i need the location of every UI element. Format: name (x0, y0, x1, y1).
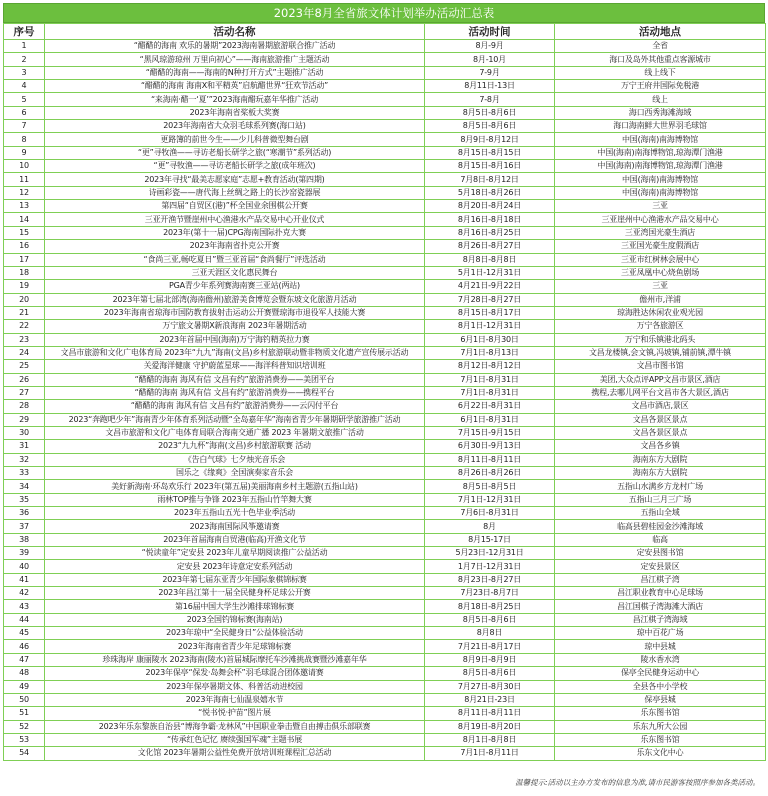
cell-activity-location: 乐东图书馆 (555, 707, 766, 720)
table-row (4, 667, 766, 680)
cell-activity-location: 三亚湾国光豪生酒店 (555, 226, 766, 239)
cell-activity-name: 2023年首届中国(海南)万宁海钓精英拉力赛 (45, 333, 425, 346)
cell-activity-name: 2023年海南省琼海市国防教育拔射击运动公开赛暨琼海市退役军人技能大赛 (45, 306, 425, 319)
cell-activity-time: 6月30日-9月13日 (425, 440, 555, 453)
cell-activity-name: 2023年寻找“最美志愿家庭”志愿+教育活动(第四期) (45, 173, 425, 186)
cell-activity-location: 三亚崖州中心渔港水产品交易中心 (555, 213, 766, 226)
cell-index: 5 (4, 93, 45, 106)
cell-index: 27 (4, 386, 45, 399)
cell-activity-name: 2023年第七届东亚青少年国际象棋锦标赛 (45, 573, 425, 586)
cell-index: 22 (4, 320, 45, 333)
cell-activity-location: 儋州市,洋浦 (555, 293, 766, 306)
table-row (4, 453, 766, 466)
cell-activity-location: 中国(海南)南海博物馆 (555, 186, 766, 199)
cell-activity-time: 7月1日-8月31日 (425, 386, 555, 399)
cell-activity-location: 五指山全域 (555, 507, 766, 520)
cell-activity-name: 2023年保亭“保发·岛舞会杯”羽毛球混合团体邀请赛 (45, 667, 425, 680)
cell-index: 18 (4, 266, 45, 279)
table-row (4, 120, 766, 133)
table-row (4, 53, 766, 66)
table-row (4, 747, 766, 760)
cell-activity-location: 携程,去哪儿网平台文昌市各大景区,酒店 (555, 386, 766, 399)
cell-activity-time: 7月27日-8月30日 (425, 680, 555, 693)
cell-activity-location: 万宁和乐镇港北码头 (555, 333, 766, 346)
cell-index: 7 (4, 120, 45, 133)
cell-activity-location: 美团,大众点评APP文昌市景区,酒店 (555, 373, 766, 386)
cell-activity-name: 2023年海南省大众羽毛球系列赛(海口站) (45, 120, 425, 133)
table-row (4, 600, 766, 613)
cell-activity-location: 海口及岛外其他重点客源城市 (555, 53, 766, 66)
cell-activity-time: 8月11日-8月11日 (425, 453, 555, 466)
cell-index: 29 (4, 413, 45, 426)
cell-activity-name: 雨林TOP推与争锋 2023年五指山竹竿舞大赛 (45, 493, 425, 506)
cell-activity-time: 8月18日-8月25日 (425, 600, 555, 613)
cell-activity-location: 海南东方大剧院 (555, 453, 766, 466)
cell-activity-time: 4月21日-9月22日 (425, 280, 555, 293)
cell-activity-time: 7月6日-8月31日 (425, 507, 555, 520)
cell-activity-time: 7月28日-8月27日 (425, 293, 555, 306)
table-row (4, 653, 766, 666)
cell-activity-location: 中国(海南)南海博物馆 (555, 173, 766, 186)
table-row (4, 480, 766, 493)
cell-index: 36 (4, 507, 45, 520)
cell-activity-location: 昌江棋子湾 (555, 573, 766, 586)
cell-activity-location: 文昌各景区景点 (555, 413, 766, 426)
table-row (4, 547, 766, 560)
table-row (4, 573, 766, 586)
table-row (4, 106, 766, 119)
table-row (4, 426, 766, 439)
table-row (4, 280, 766, 293)
cell-activity-name: 三亚天涯区文化惠民舞台 (45, 266, 425, 279)
cell-activity-name: “食尚三亚,畅吃夏日”暨三亚首届“食尚餐厅”评选活动 (45, 253, 425, 266)
cell-index: 23 (4, 333, 45, 346)
cell-activity-time: 7月1日-12月31日 (425, 493, 555, 506)
cell-activity-name: “醋醋的海南 海风有信 文昌有约”旅游消费券——美团平台 (45, 373, 425, 386)
cell-activity-location: 昌江职业教育中心足球场 (555, 587, 766, 600)
cell-activity-location: 乐东九所大公园 (555, 720, 766, 733)
header-row (4, 24, 766, 40)
cell-activity-name: 2023年海南七仙温泉嬉水节 (45, 693, 425, 706)
cell-activity-time: 7月1日-8月13日 (425, 346, 555, 359)
table-row (4, 173, 766, 186)
cell-index: 16 (4, 240, 45, 253)
cell-activity-time: 7月15日-9月15日 (425, 426, 555, 439)
cell-activity-name: 2023年琼中“全民健身日”公益体验活动 (45, 627, 425, 640)
cell-index: 46 (4, 640, 45, 653)
table-row (4, 320, 766, 333)
table-row (4, 413, 766, 426)
cell-activity-name: 2023“奔跑吧少年”海南青少年体育系列活动暨“全岛嘉年华”海南省青少年暑期研学旅游推广活动 (45, 413, 425, 426)
table-row (4, 533, 766, 546)
table-row (4, 400, 766, 413)
cell-activity-name: 《告白气球》七夕烛光音乐会 (45, 453, 425, 466)
cell-activity-time: 8月26日-8月27日 (425, 240, 555, 253)
cell-activity-name: 文昌市旅游和文化广电体育局 2023年“九九”海南(文昌)乡村旅游联动暨非物质文化遗产宣传展示活动 (45, 346, 425, 359)
cell-activity-name: 2023年保亭暑期文体、科普活动进校园 (45, 680, 425, 693)
table-row (4, 346, 766, 359)
cell-index: 54 (4, 747, 45, 760)
cell-index: 47 (4, 653, 45, 666)
table-row (4, 186, 766, 199)
table-row (4, 226, 766, 239)
table-row (4, 146, 766, 159)
cell-activity-location: 文昌市图书馆 (555, 360, 766, 373)
cell-activity-location: 三亚 (555, 200, 766, 213)
cell-activity-time: 8月-9月 (425, 40, 555, 53)
cell-index: 39 (4, 547, 45, 560)
cell-activity-location: 文昌各景区景点 (555, 426, 766, 439)
cell-index: 50 (4, 693, 45, 706)
cell-activity-time: 8月16日-8月18日 (425, 213, 555, 226)
cell-index: 6 (4, 106, 45, 119)
header-index: 序号 (4, 24, 45, 40)
cell-activity-name: 珍珠海岸 康丽陵水 2023海南(陵水)首届城际摩托车沙滩挑战赛暨沙滩嘉年华 (45, 653, 425, 666)
table-row (4, 613, 766, 626)
activity-table (3, 23, 766, 761)
table-row (4, 293, 766, 306)
cell-index: 32 (4, 453, 45, 466)
cell-activity-time: 8月26日-8月26日 (425, 467, 555, 480)
table-row (4, 160, 766, 173)
table-row (4, 386, 766, 399)
cell-activity-time: 8月1日-8月8日 (425, 733, 555, 746)
table-row (4, 693, 766, 706)
cell-activity-location: 昌江国棋子湾海滩大酒店 (555, 600, 766, 613)
cell-activity-name: 2023年五指山五光十色毕业季活动 (45, 507, 425, 520)
cell-activity-time: 8月11日-8月11日 (425, 707, 555, 720)
cell-activity-name: 2023“九九杯”海南(文昌)乡村旅游联赛 活动 (45, 440, 425, 453)
cell-activity-time: 7月21日-8月17日 (425, 640, 555, 653)
cell-activity-location: 保亭全民健身运动中心 (555, 667, 766, 680)
cell-activity-location: 文昌龙楼镇,会文镇,冯坡镇,铺前镇,潭牛镇 (555, 346, 766, 359)
cell-index: 3 (4, 66, 45, 79)
cell-activity-time: 8月15-17日 (425, 533, 555, 546)
cell-activity-name: “传承红色记忆 赓续强国军魂”主题书展 (45, 733, 425, 746)
cell-activity-name: 2023海南国际风筝邀请赛 (45, 520, 425, 533)
cell-activity-time: 8月5日-8月6日 (425, 667, 555, 680)
cell-index: 10 (4, 160, 45, 173)
cell-activity-name: 关爱海洋健康 守护蔚蓝星球——海洋科普知识培训班 (45, 360, 425, 373)
cell-index: 31 (4, 440, 45, 453)
cell-activity-location: 万宁各旅游区 (555, 320, 766, 333)
cell-activity-name: 文化馆 2023年暑期公益性免费开放培训班课程汇总活动 (45, 747, 425, 760)
cell-activity-location: 海口西秀海滩海域 (555, 106, 766, 119)
cell-activity-location: 临高 (555, 533, 766, 546)
table-row (4, 333, 766, 346)
table-row (4, 493, 766, 506)
cell-index: 14 (4, 213, 45, 226)
cell-index: 41 (4, 573, 45, 586)
cell-activity-time: 8月15日-8月16日 (425, 160, 555, 173)
cell-activity-location: 三亚凤凰中心烧鱼剧场 (555, 266, 766, 279)
cell-index: 25 (4, 360, 45, 373)
cell-activity-location: 临高县碧桂园金沙滩海域 (555, 520, 766, 533)
cell-activity-time: 8月15日-8月17日 (425, 306, 555, 319)
cell-activity-location: 三亚国光豪生度假酒店 (555, 240, 766, 253)
table-row (4, 306, 766, 319)
cell-activity-location: 文昌各乡镇 (555, 440, 766, 453)
cell-index: 1 (4, 40, 45, 53)
cell-activity-name: PGA青少年系列赛海南赛三亚站(两站) (45, 280, 425, 293)
cell-index: 11 (4, 173, 45, 186)
cell-activity-name: 2023年海南省扑克公开赛 (45, 240, 425, 253)
table-row (4, 587, 766, 600)
cell-activity-time: 6月22日-8月31日 (425, 400, 555, 413)
cell-activity-location: 三亚市红树林会展中心 (555, 253, 766, 266)
cell-index: 19 (4, 280, 45, 293)
table-row (4, 707, 766, 720)
cell-activity-name: “悦书悦·护苗”图片展 (45, 707, 425, 720)
cell-activity-time: 8月-10月 (425, 53, 555, 66)
cell-activity-time: 6月1日-8月30日 (425, 333, 555, 346)
cell-index: 4 (4, 80, 45, 93)
table-row (4, 520, 766, 533)
cell-activity-time: 7-8月 (425, 93, 555, 106)
cell-activity-location: 保亭县城 (555, 693, 766, 706)
table-row (4, 213, 766, 226)
cell-activity-name: 2023年第七届北部湾(海南儋州)旅游美食博览会暨东坡文化旅游月活动 (45, 293, 425, 306)
cell-index: 24 (4, 346, 45, 359)
cell-activity-time: 5月18日-8月26日 (425, 186, 555, 199)
table-row (4, 640, 766, 653)
table-row (4, 66, 766, 79)
cell-activity-time: 8月8日 (425, 627, 555, 640)
cell-index: 26 (4, 373, 45, 386)
table-row (4, 80, 766, 93)
cell-activity-location: 定安县景区 (555, 560, 766, 573)
cell-index: 43 (4, 600, 45, 613)
cell-activity-location: 中国(海南)南海博物馆,琼海潭门渔港 (555, 160, 766, 173)
cell-index: 8 (4, 133, 45, 146)
cell-index: 40 (4, 560, 45, 573)
cell-activity-location: 中国(海南)南海博物馆 (555, 133, 766, 146)
cell-activity-time: 8月23日-8月27日 (425, 573, 555, 586)
cell-activity-time: 8月 (425, 520, 555, 533)
cell-index: 37 (4, 520, 45, 533)
cell-activity-name: 2023全国钓锦标赛(海南站) (45, 613, 425, 626)
cell-activity-name: 第16届中国大学生沙滩排球锦标赛 (45, 600, 425, 613)
cell-activity-location: 昌江棋子湾海域 (555, 613, 766, 626)
table-body (4, 40, 766, 761)
cell-activity-time: 8月11日-13日 (425, 80, 555, 93)
table-row (4, 93, 766, 106)
header-activity-name: 活动名称 (45, 24, 425, 40)
cell-index: 53 (4, 733, 45, 746)
cell-activity-location: 定安县图书馆 (555, 547, 766, 560)
cell-index: 48 (4, 667, 45, 680)
cell-activity-name: 诗画彩瓷——唐代海上丝绸之路上的长沙窑瓷器展 (45, 186, 425, 199)
cell-activity-name: “更”寻牧渔——寻访老船长研学之旅(“寒潮节”系列活动) (45, 146, 425, 159)
cell-index: 44 (4, 613, 45, 626)
table-row (4, 720, 766, 733)
table-row (4, 733, 766, 746)
cell-activity-name: “醋醋的海南——海南的N种打开方式”主题推广活动 (45, 66, 425, 79)
header-activity-location: 活动地点 (555, 24, 766, 40)
cell-activity-location: 乐东图书馆 (555, 733, 766, 746)
cell-activity-name: “更”寻牧渔——寻访老船长研学之旅(成年班次) (45, 160, 425, 173)
cell-activity-location: 琼中百花广场 (555, 627, 766, 640)
cell-index: 33 (4, 467, 45, 480)
cell-index: 34 (4, 480, 45, 493)
cell-activity-name: “醋醋的海南 欢乐的暑期”2023海南暑期旅游联合推广活动 (45, 40, 425, 53)
table-title: 2023年8月全省旅文体计划举办活动汇总表 (3, 3, 765, 23)
cell-activity-time: 8月5日-8月5日 (425, 480, 555, 493)
cell-index: 38 (4, 533, 45, 546)
cell-activity-name: “醋醋的海南 海风有信 文昌有约”旅游消费券——携程平台 (45, 386, 425, 399)
cell-activity-name: 2023年(第十一届)CPG海南国际扑克大赛 (45, 226, 425, 239)
cell-activity-location: 中国(海南)南海博物馆,琼海潭门渔港 (555, 146, 766, 159)
cell-activity-name: 三亚开渔节暨崖州中心渔港水产品交易中心开业仪式 (45, 213, 425, 226)
table-row (4, 507, 766, 520)
cell-activity-location: 琼中县城 (555, 640, 766, 653)
cell-activity-name: “黑风琼游琼州 万里向初心”——海南旅游推广主题活动 (45, 53, 425, 66)
cell-activity-time: 7-9月 (425, 66, 555, 79)
cell-index: 17 (4, 253, 45, 266)
cell-index: 12 (4, 186, 45, 199)
cell-activity-name: 2023年昌江第十一届全民健身杯足球公开赛 (45, 587, 425, 600)
cell-activity-location: 五指山水满乡方龙村广场 (555, 480, 766, 493)
table-row (4, 40, 766, 53)
cell-activity-time: 8月15日-8月15日 (425, 146, 555, 159)
cell-index: 51 (4, 707, 45, 720)
cell-activity-location: 五指山三月三广场 (555, 493, 766, 506)
cell-activity-location: 全县各中小学校 (555, 680, 766, 693)
cell-index: 45 (4, 627, 45, 640)
cell-activity-time: 7月8日-8月12日 (425, 173, 555, 186)
cell-activity-name: 2023年海南省桨板大奖赛 (45, 106, 425, 119)
table-row (4, 200, 766, 213)
table-row (4, 373, 766, 386)
cell-activity-time: 5月1日-12月31日 (425, 266, 555, 279)
cell-activity-time: 8月9日-8月9日 (425, 653, 555, 666)
cell-activity-time: 8月9日-8月12日 (425, 133, 555, 146)
table-row (4, 266, 766, 279)
cell-activity-time: 8月20日-8月24日 (425, 200, 555, 213)
table-row (4, 560, 766, 573)
cell-activity-time: 8月8日-8月8日 (425, 253, 555, 266)
cell-activity-location: 线上线下 (555, 66, 766, 79)
cell-activity-location: 三亚 (555, 280, 766, 293)
cell-activity-name: 万宁旅文暑期X新浪海南 2023年暑期活动 (45, 320, 425, 333)
cell-index: 49 (4, 680, 45, 693)
cell-activity-name: “悦读童年”定安县 2023年儿童早期阅读推广公益活动 (45, 547, 425, 560)
cell-index: 2 (4, 53, 45, 66)
header-activity-time: 活动时间 (425, 24, 555, 40)
table-row (4, 680, 766, 693)
cell-activity-time: 7月23日-8月7日 (425, 587, 555, 600)
cell-index: 13 (4, 200, 45, 213)
cell-activity-location: 文昌市酒店,景区 (555, 400, 766, 413)
cell-activity-location: 海口海南鲜大世界羽毛球馆 (555, 120, 766, 133)
cell-activity-location: 陵水香水湾 (555, 653, 766, 666)
cell-activity-time: 8月19日-8月20日 (425, 720, 555, 733)
cell-index: 21 (4, 306, 45, 319)
cell-index: 15 (4, 226, 45, 239)
cell-activity-name: 2023年首届海南自贸港(临高)开渔文化节 (45, 533, 425, 546)
cell-activity-name: 定安县 2023年诗意定安系列活动 (45, 560, 425, 573)
cell-activity-location: 乐东文化中心 (555, 747, 766, 760)
cell-index: 42 (4, 587, 45, 600)
cell-activity-location: 琼海胜达休闲农业观光园 (555, 306, 766, 319)
cell-activity-time: 5月23日-12月31日 (425, 547, 555, 560)
cell-activity-time: 8月5日-8月6日 (425, 120, 555, 133)
cell-activity-name: “醋醋的海南 海风有信 文昌有约”旅游消费券——云闪付平台 (45, 400, 425, 413)
cell-activity-time: 8月12日-8月12日 (425, 360, 555, 373)
cell-index: 28 (4, 400, 45, 413)
cell-activity-time: 8月16日-8月25日 (425, 226, 555, 239)
cell-activity-name: 美好新海南·环岛欢乐行 2023年(第五届)美丽海南乡村主题游(五指山站) (45, 480, 425, 493)
table-row (4, 440, 766, 453)
cell-activity-name: “来海南·醋一‘夏’”2023海南醋玩嘉年华推广活动 (45, 93, 425, 106)
cell-activity-name: 第四届“自贸区(港)”杯全国业余围棋公开赛 (45, 200, 425, 213)
table-row (4, 627, 766, 640)
table-row (4, 240, 766, 253)
cell-activity-time: 1月7日-12月31日 (425, 560, 555, 573)
cell-activity-location: 万宁王府井国际免税港 (555, 80, 766, 93)
cell-activity-name: 2023年乐东黎族自治县“博海争霸·龙林风”中国职业拳击暨自由搏击俱乐部联赛 (45, 720, 425, 733)
table-row (4, 360, 766, 373)
cell-activity-name: 文昌市旅游和文化广电体育局联合海南交通广播 2023 年暑期文旅推广活动 (45, 426, 425, 439)
table-row (4, 133, 766, 146)
cell-activity-time: 7月1日-8月11日 (425, 747, 555, 760)
cell-activity-name: “醋醋的海南 海南X和平精英”启航醋世界“狂欢节活动” (45, 80, 425, 93)
cell-activity-location: 线上 (555, 93, 766, 106)
cell-activity-time: 7月1日-8月31日 (425, 373, 555, 386)
cell-index: 35 (4, 493, 45, 506)
cell-index: 30 (4, 426, 45, 439)
cell-activity-name: 国乐之《缘爽》全国演奏家音乐会 (45, 467, 425, 480)
cell-activity-location: 全省 (555, 40, 766, 53)
cell-index: 9 (4, 146, 45, 159)
cell-activity-time: 6月1日-8月31日 (425, 413, 555, 426)
cell-index: 52 (4, 720, 45, 733)
cell-activity-time: 8月5日-8月6日 (425, 106, 555, 119)
cell-activity-time: 8月5日-8月6日 (425, 613, 555, 626)
cell-activity-name: 更路簿的前世今生——少儿科普微型舞台剧 (45, 133, 425, 146)
summary-sheet (3, 3, 765, 790)
cell-activity-location: 海南东方大剧院 (555, 467, 766, 480)
cell-index: 20 (4, 293, 45, 306)
cell-activity-time: 8月21日-23日 (425, 693, 555, 706)
table-row (4, 253, 766, 266)
footnote: 温馨提示:活动以主办方发布的信息为准,请市民游客按照序参加各类活动。 (515, 778, 760, 787)
cell-activity-time: 8月1日-12月31日 (425, 320, 555, 333)
table-row (4, 467, 766, 480)
cell-activity-name: 2023年海南省青少年足球锦标赛 (45, 640, 425, 653)
